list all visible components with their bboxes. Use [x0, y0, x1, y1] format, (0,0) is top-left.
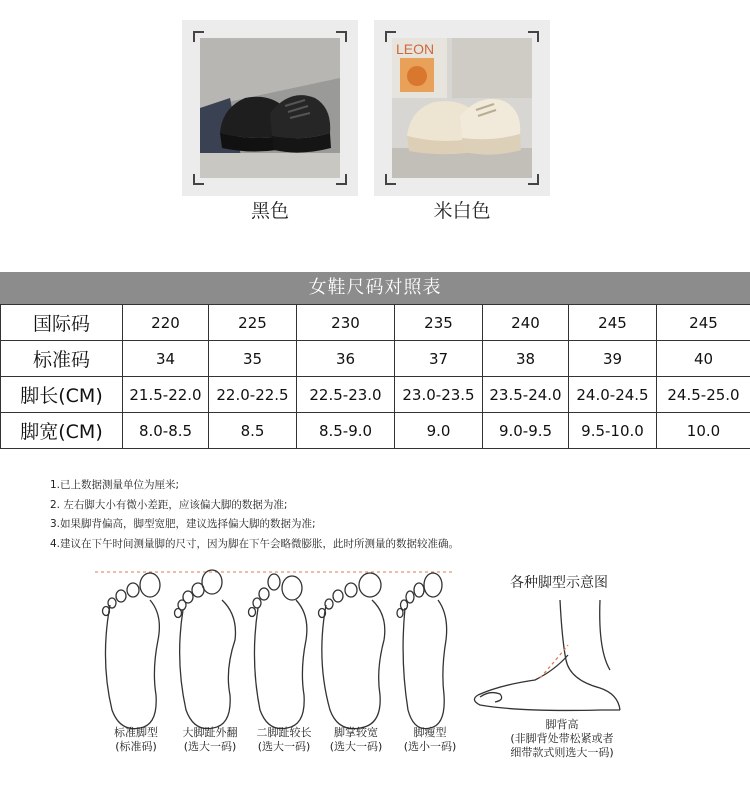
black-shoe-photo — [200, 38, 340, 178]
foot-outline-high-instep — [474, 600, 620, 710]
size-row-label: 脚宽(CM) — [1, 413, 123, 449]
foot-type-name: 脚背高 — [545, 718, 579, 731]
foot-type-name: 脚瘦型 — [413, 726, 447, 739]
note-item: 2. 左右脚大小有微小差距，应该偏大脚的数据为准; — [50, 498, 288, 511]
size-cell: 245 — [569, 305, 657, 341]
size-cell: 24.0-24.5 — [569, 377, 657, 413]
frame-corner — [336, 31, 347, 42]
foot-type-advice: (非脚背处带松紧或者 — [510, 732, 614, 745]
foot-type-long-second-toe — [244, 726, 324, 754]
foot-outline-standard — [103, 573, 161, 729]
foot-type-name: 大脚趾外翻 — [182, 726, 238, 739]
foot-type-name: 标准脚型 — [114, 726, 158, 739]
beige-shoe-photo — [392, 38, 532, 178]
size-cell: 35 — [209, 341, 297, 377]
foot-outline-bunion — [175, 570, 236, 729]
size-row — [1, 341, 750, 377]
note-item: 3.如果脚背偏高，脚型宽肥，建议选择偏大脚的数据为准; — [50, 518, 316, 530]
frame-corner — [336, 174, 347, 185]
foot-type-advice: (标准码) — [115, 740, 157, 753]
size-cell: 39 — [569, 341, 657, 377]
size-row-label: 国际码 — [1, 305, 123, 341]
note-item: 4.建议在下午时间测量脚的尺寸，因为脚在下午会略微膨胀，此时所测量的数据较准确。 — [50, 537, 460, 550]
size-cell: 9.0 — [395, 413, 483, 449]
frame-corner — [528, 31, 539, 42]
frame-corner — [193, 31, 204, 42]
size-cell: 37 — [395, 341, 483, 377]
foot-type-name: 二脚趾较长 — [256, 726, 312, 739]
size-cell: 8.0-8.5 — [123, 413, 209, 449]
size-cell: 22.0-22.5 — [209, 377, 297, 413]
foot-type-high-instep — [482, 718, 642, 760]
foot-type-standard — [96, 726, 176, 754]
foot-diagram-title: 各种脚型示意图 — [510, 575, 608, 591]
foot-type-slim — [390, 726, 470, 754]
frame-corner — [193, 174, 204, 185]
foot-type-advice: (选小一码) — [403, 740, 457, 753]
foot-type-advice: (选大一码) — [257, 740, 311, 753]
size-cell: 40 — [657, 341, 750, 377]
foot-type-advice: 细带款式则选大一码) — [510, 746, 614, 759]
foot-type-advice: (选大一码) — [183, 740, 237, 753]
beige-shoe-swatch[interactable] — [374, 20, 550, 196]
size-cell: 23.5-24.0 — [483, 377, 569, 413]
size-chart-title: 女鞋尺码对照表 — [0, 272, 750, 304]
size-cell: 34 — [123, 341, 209, 377]
size-row-label: 标准码 — [1, 341, 123, 377]
foot-outline-long-second-toe — [249, 574, 307, 729]
beige-color-label: 米白色 — [433, 200, 491, 222]
size-cell: 245 — [657, 305, 750, 341]
black-shoe-swatch[interactable] — [182, 20, 358, 196]
foot-type-bunion — [170, 726, 250, 754]
foot-type-name: 脚掌较宽 — [334, 726, 378, 739]
foot-outline-slim — [397, 573, 447, 729]
size-row-label: 脚长(CM) — [1, 377, 123, 413]
size-cell: 235 — [395, 305, 483, 341]
size-cell: 24.5-25.0 — [657, 377, 750, 413]
foot-type-wide — [316, 726, 396, 754]
size-cell: 10.0 — [657, 413, 750, 449]
note-item: 1.已上数据测量单位为厘米; — [50, 479, 180, 491]
measurement-notes — [50, 476, 459, 554]
foot-types-illustration — [0, 560, 750, 735]
size-row — [1, 305, 750, 341]
size-cell: 21.5-22.0 — [123, 377, 209, 413]
size-row — [1, 377, 750, 413]
foot-type-advice: (选大一码) — [329, 740, 383, 753]
foot-outline-wide — [319, 573, 385, 729]
size-cell: 8.5 — [209, 413, 297, 449]
black-color-label: 黑色 — [250, 200, 289, 222]
size-cell: 8.5-9.0 — [297, 413, 395, 449]
frame-corner — [385, 31, 396, 42]
size-row — [1, 413, 750, 449]
size-cell: 38 — [483, 341, 569, 377]
size-cell: 23.0-23.5 — [395, 377, 483, 413]
size-cell: 225 — [209, 305, 297, 341]
frame-corner — [528, 174, 539, 185]
size-cell: 240 — [483, 305, 569, 341]
size-cell: 220 — [123, 305, 209, 341]
size-cell: 36 — [297, 341, 395, 377]
frame-corner — [385, 174, 396, 185]
size-chart-table — [0, 304, 750, 449]
svg-text:LEON: LEON — [396, 41, 435, 57]
size-cell: 9.0-9.5 — [483, 413, 569, 449]
size-cell: 9.5-10.0 — [569, 413, 657, 449]
size-cell: 230 — [297, 305, 395, 341]
size-cell: 22.5-23.0 — [297, 377, 395, 413]
